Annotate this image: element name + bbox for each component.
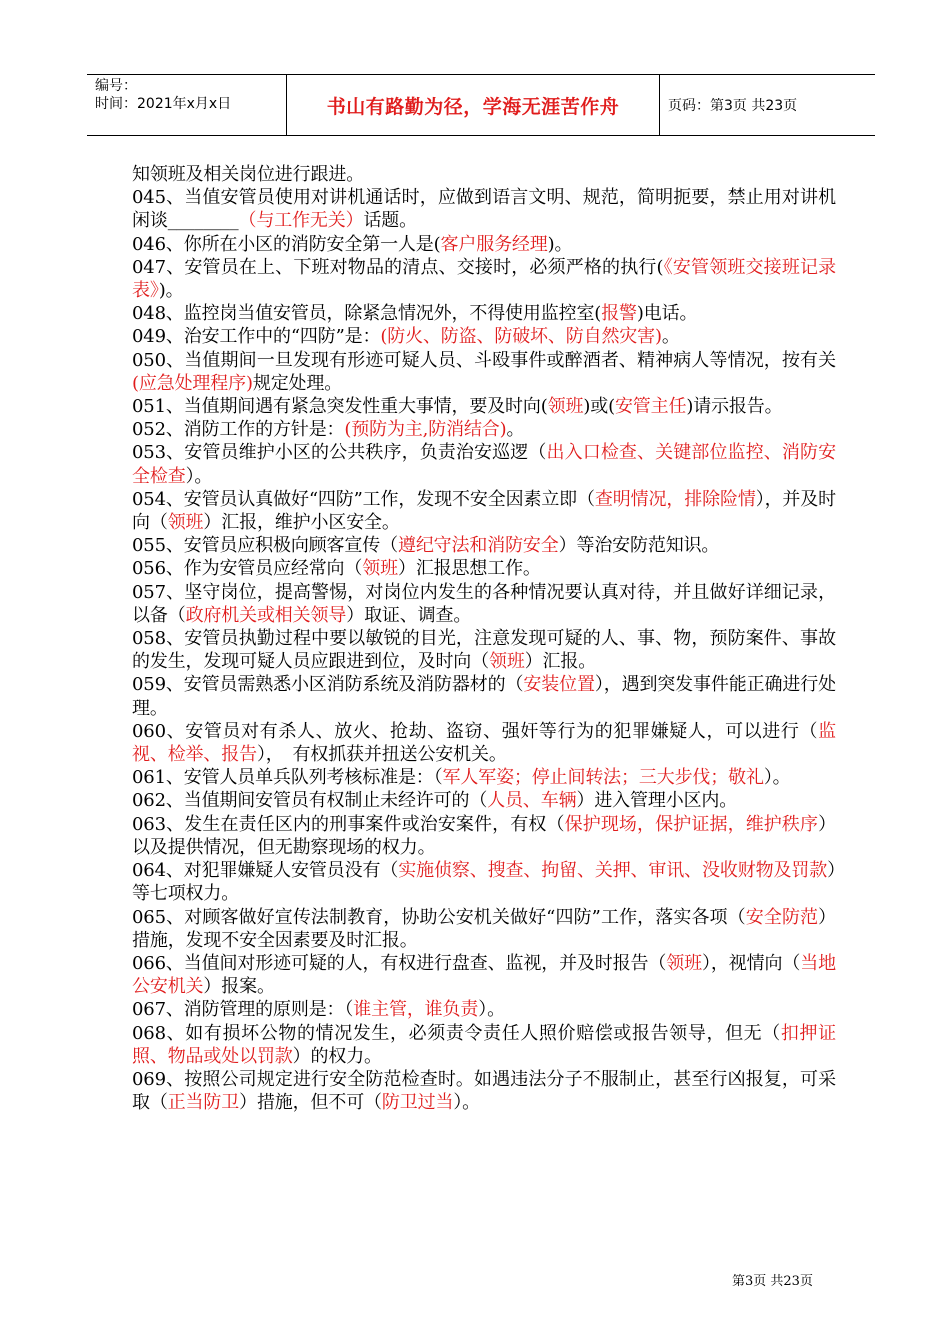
question-text: 045、当值安管员使用对讲机通话时，应做到语言文明、规范，简明扼要，禁止用对讲机闲谈________ [132, 187, 836, 232]
header-meta [87, 75, 286, 135]
question-text: ）， 有权抓获并扭送公安机关。 [256, 744, 507, 766]
question-text: 047、安管员在上、下班对物品的清点、交接时，必须严格的执行( [132, 256, 664, 278]
question-text: ）。 [453, 1092, 481, 1114]
answer-text: 保护现场，保护证据，维护秩序 [564, 813, 819, 835]
question-text: )电话。 [636, 303, 698, 325]
question-item [132, 952, 836, 998]
answer-text: （与工作无关） [238, 210, 364, 232]
header-table [87, 74, 875, 136]
answer-text: 安管主任 [614, 396, 687, 418]
question-text: ）措施，发现不安全因素要及时汇报。 [132, 906, 836, 951]
answer-text: 安全防范 [745, 906, 819, 928]
header-motto: 书山有路勤为径，学海无涯苦作舟 [326, 95, 620, 118]
doc-time-label: 时间：2021年x月x日 [95, 96, 232, 112]
question-text: 。 [506, 419, 525, 441]
question-text: 059、安管员需熟悉小区消防系统及消防器材的（ [132, 674, 524, 696]
question-list [132, 163, 836, 1114]
answer-text: 遵纪守法和消防安全 [397, 535, 559, 557]
answer-text: 领班 [547, 396, 584, 418]
question-item [132, 557, 836, 580]
question-text: 054、安管员认真做好“四防”工作，发现不安全因素立即（ [132, 488, 595, 510]
question-item [132, 233, 836, 256]
question-text: 049、治安工作中的“四防”是： [132, 326, 381, 348]
question-item [132, 766, 836, 789]
question-text: ）等治安防范知识。 [558, 535, 720, 557]
question-item [132, 789, 836, 812]
question-item [132, 1068, 836, 1114]
footer-page-number: 第3页 共23页 [732, 1274, 813, 1289]
question-item [132, 441, 836, 487]
answer-text: (防火、防盗、防破坏、防自然灾害) [380, 326, 662, 348]
doc-number-label: 编号： [95, 78, 137, 94]
question-item [132, 906, 836, 952]
question-text: )请示报告。 [686, 396, 783, 418]
answer-text: 出入口检查、关键部位监控、消防安全检查 [132, 442, 836, 487]
question-text: 知领班及相关岗位进行跟进。 [132, 164, 365, 185]
answer-text: 领班 [362, 558, 398, 580]
question-text: 046、你所在小区的消防安全第一人是( [132, 233, 441, 255]
question-item [132, 859, 836, 905]
question-text: )。 [158, 280, 184, 302]
question-text: ）取证、调查。 [346, 604, 472, 626]
question-text: ）。 [763, 767, 791, 789]
answer-text: 扣押证照、物品或处以罚款 [132, 1022, 836, 1067]
answer-text: 军人军姿；停止间转法；三大步伐；敬礼 [442, 767, 764, 789]
question-text: 话题。 [363, 210, 418, 232]
question-text: ）汇报。 [524, 651, 597, 673]
answer-text: 客户服务经理 [440, 233, 548, 255]
question-text: ），遇到突发事件能正确进行处理。 [132, 674, 836, 719]
question-item [132, 325, 836, 348]
question-item [132, 998, 836, 1021]
question-text: ），视情向（ [702, 952, 801, 974]
question-text: 。 [661, 326, 680, 348]
question-text: ），并及时向（ [132, 488, 837, 534]
question-text: 056、作为安管员应经常向（ [132, 558, 363, 580]
answer-text: 当地公安机关 [132, 952, 837, 998]
question-text: 062、当值期间安管员有权制止未经许可的（ [132, 790, 488, 812]
question-text: 066、当值间对形迹可疑的人，有权进行盘查、监视，并及时报告（ [132, 952, 667, 974]
question-text: ）的权力。 [292, 1045, 382, 1067]
question-text: 061、安管人员单兵队列考核标准是：（ [132, 767, 443, 789]
question-text: ）。 [185, 465, 213, 487]
question-item [132, 488, 836, 534]
question-text: )。 [547, 233, 573, 255]
question-text: 068、如有损坏公物的情况发生，必须责令责任人照价赔偿或报告领导，但无（ [132, 1022, 781, 1044]
answer-text: (应急处理程序) [132, 372, 253, 394]
header-motto-cell [286, 75, 660, 135]
answer-text: 领班 [489, 651, 525, 673]
question-text: 规定处理。 [252, 372, 343, 394]
question-item [132, 302, 836, 325]
question-item [132, 395, 836, 418]
answer-text: 报警 [601, 303, 637, 325]
question-text: 052、消防工作的方针是： [132, 419, 345, 441]
question-item [132, 627, 836, 673]
question-text: 048、监控岗当值安管员，除紧急情况外，不得使用监控室( [132, 303, 602, 325]
question-text: )或( [583, 396, 615, 418]
question-text: 069、按照公司规定进行安全防范检查时。如遇违法分子不服制止，甚至行凶报复，可采取（ [132, 1068, 836, 1114]
question-item [132, 418, 836, 441]
question-text: 055、安管员应积极向顾客宣传（ [132, 535, 398, 557]
question-item [132, 256, 836, 302]
answer-text: 安装位置 [523, 674, 595, 696]
question-text: ）。 [478, 999, 505, 1021]
answer-text: 监视、检举、报告 [132, 720, 836, 766]
question-text: ）报案。 [203, 976, 275, 998]
question-item [132, 813, 836, 859]
answer-text: 谁主管，谁负责 [353, 999, 479, 1021]
question-text: 050、当值期间一旦发现有形迹可疑人员、斗殴事件或醉酒者、精神病人等情况，按有关 [132, 349, 836, 371]
question-item [132, 349, 836, 395]
question-text: ）汇报，维护小区安全。 [203, 512, 400, 534]
answer-text: 防卫过当 [381, 1092, 454, 1114]
answer-text: 正当防卫 [167, 1092, 240, 1114]
question-text: ）以及提供情况，但无勘察现场的权力。 [132, 813, 836, 858]
question-text: 065、对顾客做好宣传法制教育，协助公安机关做好“四防”工作，落实各项（ [132, 906, 746, 928]
answer-text: 政府机关或相关领导 [185, 604, 347, 626]
answer-text: 人员、车辆 [487, 790, 577, 812]
header-page-cell [660, 75, 875, 135]
question-text: ）进入管理小区内。 [576, 790, 738, 812]
answer-text: 领班 [666, 952, 703, 974]
question-text: 067、消防管理的原则是：（ [132, 999, 354, 1021]
answer-text: 实施侦察、搜查、拘留、关押、审讯、没收财物及罚款 [398, 860, 828, 882]
question-item [132, 581, 836, 627]
header-page-label: 页码：第3页 共23页 [668, 98, 798, 114]
question-text: 051、当值期间遇有紧急突发性重大事情，要及时向( [132, 396, 548, 418]
question-text: 060、安管员对有杀人、放火、抢劫、盗窃、强奸等行为的犯罪嫌疑人，可以进行（ [132, 720, 819, 742]
question-text: 053、安管员维护小区的公共秩序，负责治安巡逻（ [132, 442, 547, 464]
question-item [132, 534, 836, 557]
answer-text: 领班 [167, 512, 204, 534]
question-item [132, 186, 836, 232]
question-text: 064、对犯罪嫌疑人安管员没有（ [132, 860, 399, 882]
question-item [132, 720, 836, 766]
question-text: ）措施，但不可（ [239, 1092, 382, 1114]
question-text: ）等七项权力。 [132, 860, 836, 905]
question-item [132, 163, 836, 186]
answer-text: 《安管领班交接班记录表》 [132, 256, 837, 302]
answer-text: (预防为主,防消结合) [344, 419, 507, 441]
question-item [132, 673, 836, 719]
question-text: ）汇报思想工作。 [397, 558, 541, 580]
question-text: 058、安管员执勤过程中要以敏锐的目光，注意发现可疑的人、事、物，预防案件、事故的发生，发现可疑人员应跟进到位，及时向（ [132, 628, 836, 673]
question-text: 057、坚守岗位，提高警惕，对岗位内发生的各种情况要认真对待，并且做好详细记录，以备（ [132, 581, 836, 626]
answer-text: 查明情况，排除险情 [594, 488, 756, 510]
question-item [132, 1022, 836, 1068]
question-text: 063、发生在责任区内的刑事案件或治安案件，有权（ [132, 813, 565, 835]
